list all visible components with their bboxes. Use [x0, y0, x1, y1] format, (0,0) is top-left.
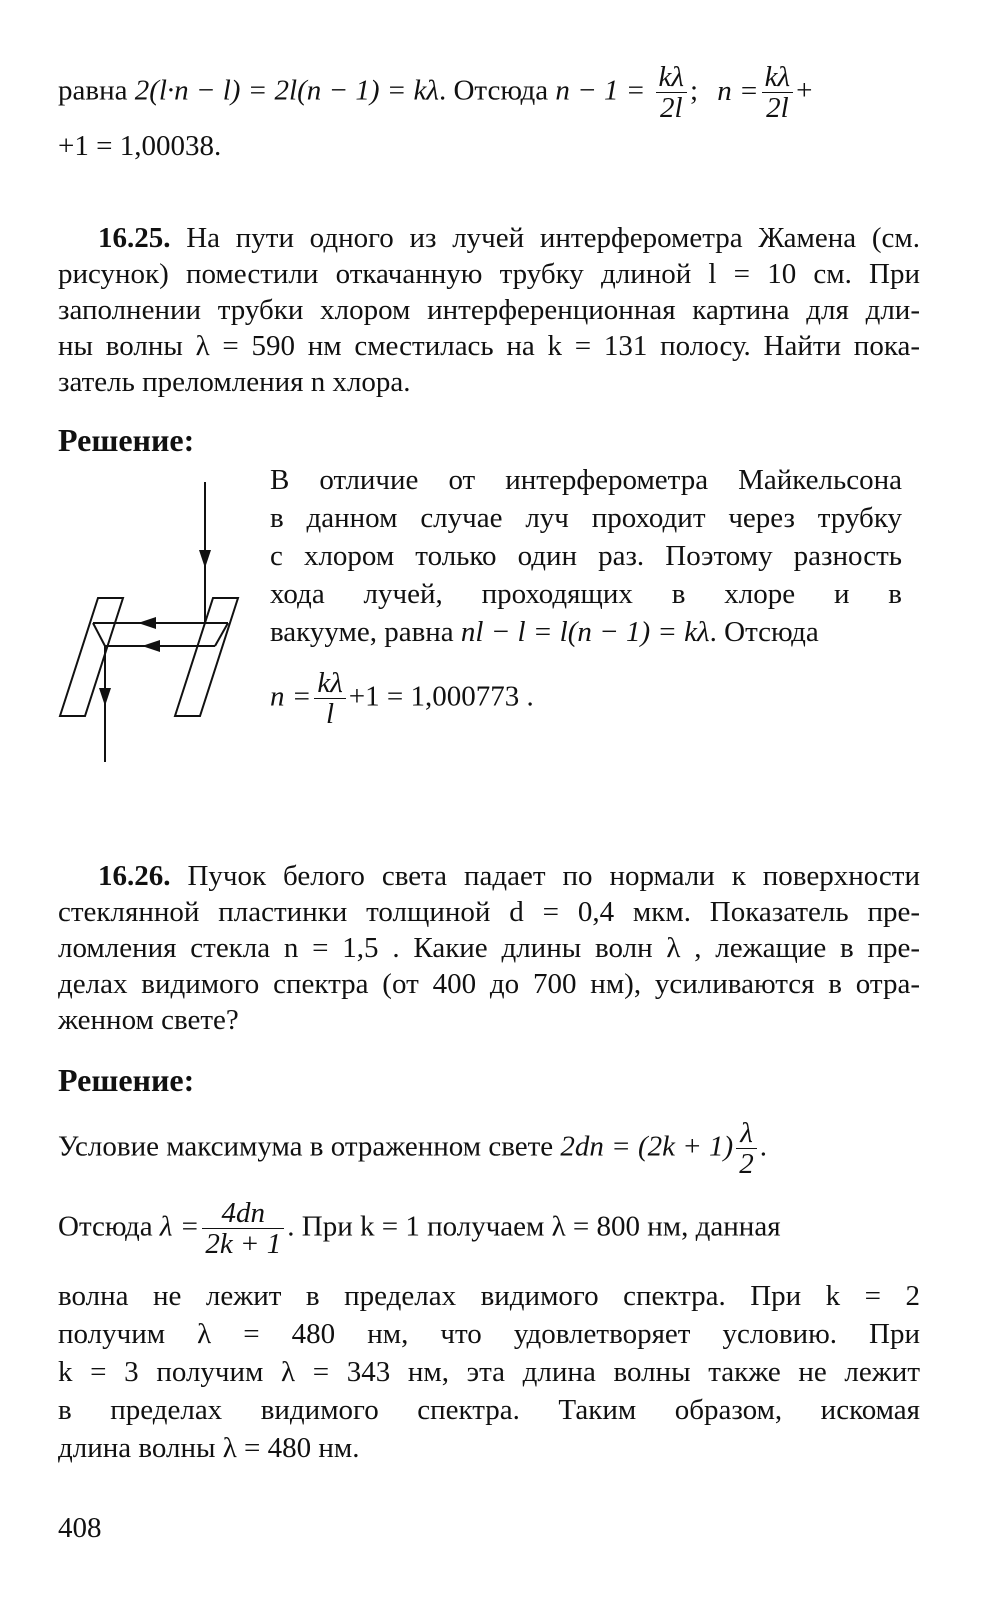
problem-16-26-line3: ломления стекла n = 1,5 . Какие длины волн λ , лежащие в пре- [58, 932, 920, 964]
left-glass-plate [60, 598, 123, 716]
top-result-line: +1 = 1,00038. [58, 130, 222, 162]
arrow-left-upper [138, 617, 156, 629]
problem-16-25-line3: заполнении трубки хлором интерференционная картина для дли- [58, 294, 920, 326]
solution-16-25-result: n = $\frac{k\lambda}{l}$ +1 = 1,000773 . [270, 667, 534, 731]
problem-16-25-line5: затель преломления n хлора. [58, 366, 411, 398]
arrow-left-lower [142, 640, 160, 652]
fraction-lambda-2: $\frac{\lambda}{2}$ [736, 1118, 757, 1180]
right-glass-plate [175, 598, 238, 716]
arrow-down-bottom [99, 688, 111, 706]
arrow-down-top [199, 550, 211, 568]
problem-16-26-line2: стеклянной пластинки толщиной d = 0,4 мкм. Показатель пре- [58, 896, 920, 928]
solution-16-26-line-c: k = 3 получим λ = 343 нм, эта длина волны также не лежит [58, 1356, 920, 1388]
problem-16-25-line1: 16.25. На пути одного из лучей интерферометра Жамена (см. [98, 222, 920, 254]
fraction-4dn-2k-plus-1: $\frac{4dn}{2k + 1}$ [202, 1198, 284, 1260]
fraction-k-lambda-2l: $\frac{k\lambda}{2l}$ [656, 62, 687, 124]
problem-16-26-line1: 16.26. Пучок белого света падает по нормали к поверхности [98, 860, 920, 892]
solution-16-25-line2: в данном случае луч проходит через трубку [270, 502, 902, 534]
problem-16-25-line4: ны волны λ = 590 нм сместилась на k = 131 полосу. Найти пока- [58, 330, 920, 362]
top-formula-line: равна 2(l·n − l) = 2l(n − 1) = kλ. Отсюда n − 1 = $\frac{k\lambda}{2l}$ ; n = $\frac{k\lambda}{2l}$ + [58, 61, 813, 125]
solution-16-26-condition: Условие максимума в отраженном свете 2dn = (2k + 1) $\frac{\lambda}{2}$ . [58, 1117, 767, 1181]
problem-16-26-line4: делах видимого спектра (от 400 до 700 нм), усиливаются в отра- [58, 968, 920, 1000]
solution-16-26-line-e: длина волны λ = 480 нм. [58, 1432, 360, 1464]
jamin-interferometer-diagram [50, 478, 250, 768]
solution-16-26-line-b: получим λ = 480 нм, что удовлетворяет условию. При [58, 1318, 920, 1350]
fraction-k-lambda-l: $\frac{k\lambda}{l}$ [314, 668, 345, 730]
page-number: 408 [58, 1512, 102, 1544]
solution-16-26-line-d: в пределах видимого спектра. Таким образом, искомая [58, 1394, 920, 1426]
solution-16-26-from: Отсюда λ = $\frac{4dn}{2k + 1}$ . При k = 1 получаем λ = 800 нм, данная [58, 1197, 781, 1261]
solution-16-25-line4: хода лучей, проходящих в хлоре и в [270, 578, 902, 610]
solution-16-25-line5: вакууме, равна nl − l = l(n − 1) = kλ. Отсюда [270, 616, 819, 648]
solution-16-26-line-a: волна не лежит в пределах видимого спектра. При k = 2 [58, 1280, 920, 1312]
problem-16-25-line2: рисунок) поместили откачанную трубку длиной l = 10 см. При [58, 258, 920, 290]
solution-heading-16-26: Решение: [58, 1062, 195, 1098]
solution-16-25-line3: с хлором только один раз. Поэтому разность [270, 540, 902, 572]
solution-heading-16-25: Решение: [58, 422, 195, 458]
problem-16-26-line5: женном свете? [58, 1004, 239, 1036]
fraction-k-lambda-2l-b: $\frac{k\lambda}{2l}$ [762, 62, 793, 124]
solution-16-25-line1: В отличие от интерферометра Майкельсона [270, 464, 902, 496]
